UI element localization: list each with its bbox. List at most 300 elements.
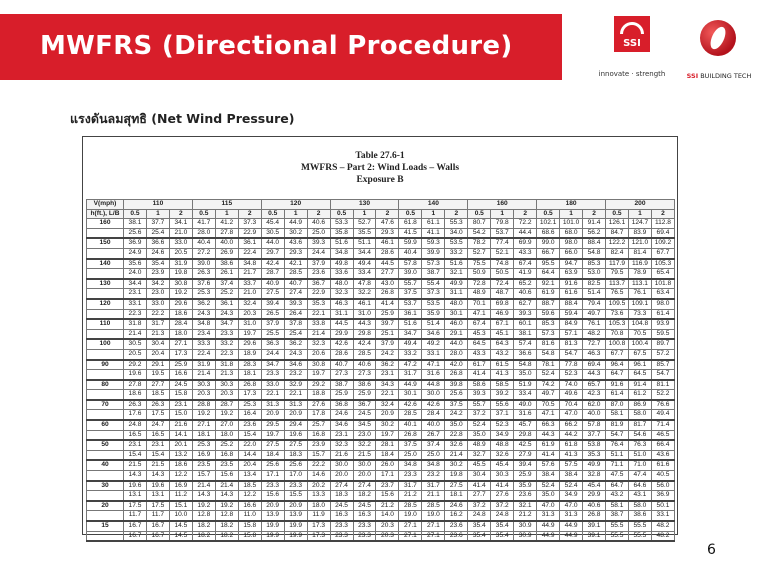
pressure-cell: 52.4 <box>560 481 583 491</box>
pressure-cell: 61.9 <box>537 440 560 450</box>
ssi-logo-mark <box>614 16 650 52</box>
pressure-cell: 17.0 <box>284 471 307 481</box>
pressure-cell: 29.5 <box>261 420 284 430</box>
pressure-cell: 24.0 <box>124 269 147 279</box>
pressure-cell: 19.2 <box>192 410 215 420</box>
pressure-cell: 37.4 <box>215 279 238 289</box>
pressure-cell: 21.5 <box>146 460 169 470</box>
pressure-cell: 58.0 <box>628 410 651 420</box>
pressure-cell: 12.8 <box>192 511 215 521</box>
speed-header: 115 <box>192 200 261 210</box>
pressure-cell: 21.3 <box>146 329 169 339</box>
pressure-cell: 25.9 <box>330 390 353 400</box>
table-caption-exposure: Exposure B <box>356 175 404 185</box>
pressure-cell: 53.5 <box>445 238 468 248</box>
speed-header: 140 <box>399 200 468 210</box>
pressure-cell: 61.1 <box>422 219 445 229</box>
pressure-cell: 81.4 <box>628 248 651 258</box>
pressure-cell: 72.2 <box>514 219 537 229</box>
pressure-cell: 29.9 <box>330 329 353 339</box>
ratio-header: 2 <box>583 209 606 219</box>
pressure-cell: 34.8 <box>192 319 215 329</box>
pressure-cell: 126.1 <box>606 219 629 229</box>
pressure-cell: 40.0 <box>583 410 606 420</box>
pressure-cell: 61.6 <box>560 289 583 299</box>
pressure-cell: 51.6 <box>330 238 353 248</box>
pressure-cell: 30.0 <box>353 460 376 470</box>
pressure-cell: 30.4 <box>146 339 169 349</box>
pressure-cell: 72.4 <box>491 279 514 289</box>
pressure-cell: 54.7 <box>560 349 583 359</box>
pressure-cell: 25.9 <box>353 390 376 400</box>
pressure-cell: 45.3 <box>468 329 491 339</box>
pressure-cell: 19.7 <box>238 329 261 339</box>
pressure-cell: 21.2 <box>376 501 399 511</box>
pressure-cell: 33.0 <box>146 299 169 309</box>
height-cell: 130 <box>87 279 124 289</box>
pressure-cell: 27.7 <box>468 491 491 501</box>
pressure-cell: 29.3 <box>284 248 307 258</box>
pressure-cell: 18.6 <box>169 460 192 470</box>
pressure-cell: 44.2 <box>560 430 583 440</box>
height-cell <box>87 491 124 501</box>
pressure-cell: 14.3 <box>146 471 169 481</box>
pressure-cell: 39.3 <box>468 390 491 400</box>
pressure-cell: 23.3 <box>261 370 284 380</box>
table-row <box>87 450 675 460</box>
pressure-cell: 40.0 <box>422 420 445 430</box>
pressure-cell: 49.6 <box>560 390 583 400</box>
pressure-cell: 100.8 <box>606 339 629 349</box>
pressure-cell: 28.3 <box>238 360 261 370</box>
pressure-cell: 64.5 <box>628 370 651 380</box>
pressure-cell: 15.8 <box>238 531 261 541</box>
pressure-cell: 18.0 <box>307 501 330 511</box>
pressure-cell: 16.3 <box>330 511 353 521</box>
pressure-cell: 19.2 <box>169 289 192 299</box>
pressure-cell: 23.1 <box>376 370 399 380</box>
pressure-cell: 44.0 <box>445 339 468 349</box>
pressure-cell: 40.1 <box>399 420 422 430</box>
pressure-cell: 44.9 <box>560 531 583 541</box>
pressure-cell: 17.6 <box>124 410 147 420</box>
pressure-cell: 36.2 <box>376 360 399 370</box>
ratio-header: 1 <box>560 209 583 219</box>
pressure-cell: 124.7 <box>628 219 651 229</box>
pressure-cell: 31.7 <box>422 481 445 491</box>
pressure-cell: 42.0 <box>445 360 468 370</box>
pressure-cell: 26.5 <box>261 309 284 319</box>
pressure-cell: 14.1 <box>169 430 192 440</box>
pressure-cell: 51.6 <box>445 259 468 269</box>
pressure-cell: 57.8 <box>583 420 606 430</box>
pressure-cell: 14.5 <box>169 531 192 541</box>
pressure-cell: 70.4 <box>560 400 583 410</box>
pressure-cell: 57.1 <box>560 329 583 339</box>
pressure-cell: 23.1 <box>124 440 147 450</box>
pressure-cell: 30.3 <box>192 380 215 390</box>
pressure-cell: 36.3 <box>261 339 284 349</box>
pressure-cell: 25.6 <box>261 460 284 470</box>
ratio-header: 0.5 <box>261 209 284 219</box>
pressure-cell: 37.3 <box>422 289 445 299</box>
pressure-cell: 44.8 <box>422 380 445 390</box>
pressure-cell: 27.9 <box>514 450 537 460</box>
pressure-cell: 88.4 <box>560 299 583 309</box>
pressure-cell: 11.2 <box>169 491 192 501</box>
pressure-cell: 34.3 <box>376 380 399 390</box>
pressure-cell: 24.8 <box>124 420 147 430</box>
pressure-cell: 25.5 <box>261 329 284 339</box>
pressure-cell: 46.1 <box>376 238 399 248</box>
pressure-cell: 34.1 <box>169 219 192 229</box>
pressure-cell: 47.1 <box>422 360 445 370</box>
ssi-logo <box>592 16 672 84</box>
pressure-cell: 104.8 <box>628 319 651 329</box>
pressure-cell: 19.2 <box>215 410 238 420</box>
pressure-cell: 35.6 <box>124 259 147 269</box>
pressure-cell: 66.3 <box>537 420 560 430</box>
pressure-cell: 75.5 <box>468 259 491 269</box>
pressure-cell: 18.4 <box>261 450 284 460</box>
pressure-cell: 30.2 <box>376 420 399 430</box>
pressure-cell: 85.7 <box>651 360 674 370</box>
pressure-cell: 35.4 <box>468 531 491 541</box>
pressure-cell: 28.0 <box>445 349 468 359</box>
pressure-cell: 31.1 <box>330 309 353 319</box>
pressure-cell: 20.3 <box>238 309 261 319</box>
pressure-cell: 27.5 <box>261 289 284 299</box>
pressure-cell: 47.6 <box>376 219 399 229</box>
pressure-cell: 24.4 <box>307 248 330 258</box>
pressure-cell: 39.3 <box>307 238 330 248</box>
pressure-cell: 79.4 <box>583 299 606 309</box>
pressure-cell: 15.8 <box>238 521 261 531</box>
pressure-cell: 35.3 <box>583 450 606 460</box>
pressure-cell: 32.3 <box>307 339 330 349</box>
pressure-cell: 35.0 <box>445 420 468 430</box>
table-row <box>87 248 675 258</box>
pressure-cell: 20.5 <box>124 349 147 359</box>
pressure-cell: 50.1 <box>651 501 674 511</box>
pressure-cell: 18.2 <box>192 531 215 541</box>
pressure-cell: 13.9 <box>284 511 307 521</box>
ratio-header: 1 <box>146 209 169 219</box>
pressure-cell: 40.5 <box>651 471 674 481</box>
pressure-cell: 12.2 <box>238 491 261 501</box>
ratio-header: 1 <box>422 209 445 219</box>
pressure-cell: 21.0 <box>238 289 261 299</box>
pressure-cell: 15.4 <box>124 450 147 460</box>
pressure-cell: 34.7 <box>399 329 422 339</box>
pressure-cell: 78.2 <box>468 238 491 248</box>
pressure-cell: 38.7 <box>422 269 445 279</box>
pressure-cell: 26.3 <box>146 400 169 410</box>
pressure-cell: 30.5 <box>124 339 147 349</box>
pressure-cell: 20.5 <box>169 248 192 258</box>
pressure-cell: 31.7 <box>399 370 422 380</box>
pressure-cell: 16.8 <box>215 450 238 460</box>
pressure-cell: 18.5 <box>238 481 261 491</box>
pressure-cell: 61.6 <box>651 460 674 470</box>
pressure-cell: 37.2 <box>468 501 491 511</box>
pressure-cell: 24.9 <box>124 248 147 258</box>
pressure-cell: 54.8 <box>514 360 537 370</box>
height-cell: 60 <box>87 420 124 430</box>
pressure-cell: 49.7 <box>537 390 560 400</box>
pressure-cell: 21.4 <box>192 370 215 380</box>
pressure-cell: 48.9 <box>468 289 491 299</box>
pressure-cell: 39.7 <box>376 319 399 329</box>
ratio-header: 0.5 <box>399 209 422 219</box>
pressure-cell: 102.1 <box>537 219 560 229</box>
pressure-cell: 21.4 <box>192 481 215 491</box>
pressure-cell: 33.1 <box>124 299 147 309</box>
pressure-cell: 19.7 <box>307 370 330 380</box>
pressure-cell: 79.8 <box>491 219 514 229</box>
pressure-cell: 44.9 <box>399 380 422 390</box>
pressure-cell: 28.7 <box>215 400 238 410</box>
table-row <box>87 329 675 339</box>
height-cell <box>87 269 124 279</box>
pressure-cell: 52.4 <box>537 370 560 380</box>
pressure-cell: 47.1 <box>537 410 560 420</box>
pressure-cell: 41.4 <box>468 370 491 380</box>
pressure-cell: 22.1 <box>284 390 307 400</box>
pressure-cell: 20.4 <box>238 460 261 470</box>
height-cell <box>87 228 124 238</box>
pressure-cell: 72.8 <box>468 279 491 289</box>
pressure-cell: 15.6 <box>376 491 399 501</box>
pressure-cell: 14.3 <box>124 471 147 481</box>
pressure-cell: 74.8 <box>491 259 514 269</box>
pressure-cell: 52.4 <box>537 481 560 491</box>
pressure-cell: 24.6 <box>445 501 468 511</box>
pressure-cell: 18.2 <box>215 531 238 541</box>
pressure-cell: 59.5 <box>651 329 674 339</box>
pressure-cell: 35.8 <box>330 228 353 238</box>
pressure-cell: 29.8 <box>353 329 376 339</box>
pressure-cell: 48.2 <box>651 521 674 531</box>
pressure-cell: 67.4 <box>514 259 537 269</box>
pressure-cell: 12.2 <box>169 471 192 481</box>
pressure-cell: 58.5 <box>491 380 514 390</box>
table-row <box>87 460 675 470</box>
ratio-header: 1 <box>491 209 514 219</box>
pressure-cell: 18.5 <box>146 390 169 400</box>
pressure-cell: 48.9 <box>468 440 491 450</box>
pressure-cell: 38.6 <box>215 259 238 269</box>
pressure-cell: 33.2 <box>215 339 238 349</box>
pressure-cell: 53.3 <box>330 219 353 229</box>
height-cell <box>87 289 124 299</box>
pressure-cell: 22.9 <box>307 289 330 299</box>
pressure-cell: 50.9 <box>468 269 491 279</box>
pressure-cell: 51.6 <box>399 319 422 329</box>
pressure-cell: 41.3 <box>491 370 514 380</box>
pressure-cell: 37.5 <box>445 400 468 410</box>
pressure-cell: 45.7 <box>514 420 537 430</box>
pressure-cell: 26.9 <box>215 248 238 258</box>
pressure-cell: 23.4 <box>192 329 215 339</box>
pressure-cell: 19.9 <box>261 531 284 541</box>
pressure-cell: 22.1 <box>307 309 330 319</box>
pressure-cell: 36.9 <box>651 491 674 501</box>
pressure-cell: 23.5 <box>215 460 238 470</box>
pressure-cell: 54.7 <box>651 370 674 380</box>
pressure-cell: 26.4 <box>284 309 307 319</box>
pressure-cell: 43.2 <box>606 491 629 501</box>
pressure-cell: 39.8 <box>445 380 468 390</box>
pressure-cell: 22.3 <box>124 309 147 319</box>
pressure-cell: 49.0 <box>514 400 537 410</box>
pressure-cell: 17.5 <box>124 501 147 511</box>
pressure-cell: 16.7 <box>146 531 169 541</box>
pressure-cell: 91.4 <box>628 380 651 390</box>
pressure-cell: 18.2 <box>215 521 238 531</box>
pressure-cell: 52.3 <box>560 370 583 380</box>
pressure-cell: 16.5 <box>146 430 169 440</box>
pressure-cell: 31.6 <box>422 370 445 380</box>
pressure-cell: 34.6 <box>284 360 307 370</box>
pressure-cell: 14.3 <box>192 491 215 501</box>
pressure-cell: 55.5 <box>606 521 629 531</box>
pressure-cell: 23.6 <box>445 521 468 531</box>
pressure-cell: 35.4 <box>146 259 169 269</box>
pressure-cell: 15.6 <box>261 491 284 501</box>
height-cell: 80 <box>87 380 124 390</box>
pressure-cell: 21.5 <box>124 460 147 470</box>
pressure-cell: 24.8 <box>468 511 491 521</box>
pressure-cell: 22.8 <box>445 430 468 440</box>
pressure-cell: 13.4 <box>238 471 261 481</box>
pressure-cell: 39.3 <box>514 309 537 319</box>
pressure-cell: 44.9 <box>537 531 560 541</box>
pressure-cell: 32.3 <box>330 440 353 450</box>
pressure-cell: 77.4 <box>491 238 514 248</box>
pressure-cell: 45.4 <box>583 481 606 491</box>
pressure-cell: 65.7 <box>583 380 606 390</box>
page-number: 6 <box>707 542 716 558</box>
pressure-cell: 32.2 <box>353 289 376 299</box>
height-cell: 100 <box>87 339 124 349</box>
pressure-cell: 37.8 <box>284 319 307 329</box>
pressure-cell: 18.3 <box>330 491 353 501</box>
pressure-cell: 25.7 <box>307 420 330 430</box>
pressure-cell: 38.1 <box>514 329 537 339</box>
pressure-cell: 55.7 <box>399 279 422 289</box>
pressure-cell: 16.9 <box>192 450 215 460</box>
pressure-cell: 47.4 <box>628 471 651 481</box>
pressure-cell: 34.6 <box>330 420 353 430</box>
pressure-cell: 45.4 <box>261 219 284 229</box>
pressure-cell: 23.9 <box>146 269 169 279</box>
pressure-cell: 15.4 <box>146 450 169 460</box>
pressure-cell: 20.9 <box>376 410 399 420</box>
pressure-cell: 24.6 <box>330 410 353 420</box>
pressure-cell: 11.9 <box>307 511 330 521</box>
pressure-cell: 91.4 <box>583 219 606 229</box>
pressure-cell: 66.2 <box>560 420 583 430</box>
pressure-cell: 57.4 <box>514 339 537 349</box>
ratio-header: 2 <box>169 209 192 219</box>
pressure-cell: 23.0 <box>353 430 376 440</box>
pressure-cell: 56.2 <box>583 228 606 238</box>
pressure-cell: 25.9 <box>514 471 537 481</box>
pressure-cell: 44.9 <box>537 521 560 531</box>
pressure-cell: 26.7 <box>422 430 445 440</box>
pressure-cell: 23.3 <box>261 481 284 491</box>
pressure-cell: 31.3 <box>537 511 560 521</box>
pressure-cell: 25.4 <box>284 329 307 339</box>
pressure-cell: 28.6 <box>330 349 353 359</box>
pressure-cell: 40.7 <box>284 279 307 289</box>
pressure-cell: 36.1 <box>399 309 422 319</box>
pressure-cell: 22.2 <box>146 309 169 319</box>
pressure-cell: 30.2 <box>445 460 468 470</box>
pressure-cell: 91.6 <box>606 380 629 390</box>
pressure-cell: 33.1 <box>651 511 674 521</box>
height-cell: 50 <box>87 440 124 450</box>
pressure-cell: 51.9 <box>514 380 537 390</box>
pressure-cell: 17.5 <box>146 501 169 511</box>
pressure-cell: 81.6 <box>537 339 560 349</box>
pressure-cell: 33.1 <box>422 349 445 359</box>
height-cell: 150 <box>87 238 124 248</box>
pressure-cell: 46.1 <box>353 299 376 309</box>
pressure-cell: 51.4 <box>583 289 606 299</box>
pressure-cell: 56.0 <box>651 481 674 491</box>
height-cell <box>87 531 124 541</box>
wind-load-table <box>86 199 675 542</box>
pressure-cell: 32.6 <box>491 450 514 460</box>
pressure-cell: 38.7 <box>606 511 629 521</box>
pressure-cell: 39.1 <box>583 521 606 531</box>
table-row <box>87 440 675 450</box>
pressure-cell: 61.9 <box>537 289 560 299</box>
pressure-cell: 47.5 <box>606 471 629 481</box>
pressure-cell: 49.9 <box>445 279 468 289</box>
ratio-header-row <box>87 209 675 219</box>
pressure-cell: 54.8 <box>537 349 560 359</box>
pressure-cell: 40.4 <box>399 248 422 258</box>
table-row <box>87 531 675 541</box>
pressure-cell: 27.1 <box>169 339 192 349</box>
pressure-cell: 28.7 <box>261 269 284 279</box>
speed-header: 200 <box>606 200 675 210</box>
pressure-cell: 33.6 <box>330 269 353 279</box>
pressure-cell: 15.8 <box>169 390 192 400</box>
pressure-cell: 27.4 <box>353 481 376 491</box>
pressure-cell: 14.5 <box>169 521 192 531</box>
pressure-cell: 37.5 <box>399 289 422 299</box>
table-row <box>87 491 675 501</box>
height-cell: 15 <box>87 521 124 531</box>
pressure-cell: 116.9 <box>628 259 651 269</box>
pressure-cell: 122.2 <box>606 238 629 248</box>
pressure-cell: 21.4 <box>307 329 330 339</box>
pressure-cell: 35.0 <box>468 430 491 440</box>
pressure-cell: 18.1 <box>238 370 261 380</box>
pressure-cell: 28.6 <box>376 248 399 258</box>
vmph-header: V(mph) <box>87 200 124 210</box>
pressure-cell: 53.0 <box>583 269 606 279</box>
pressure-cell: 26.8 <box>238 380 261 390</box>
table-row <box>87 238 675 248</box>
pressure-cell: 31.1 <box>445 289 468 299</box>
pressure-cell: 79.5 <box>606 269 629 279</box>
pressure-cell: 23.9 <box>307 440 330 450</box>
